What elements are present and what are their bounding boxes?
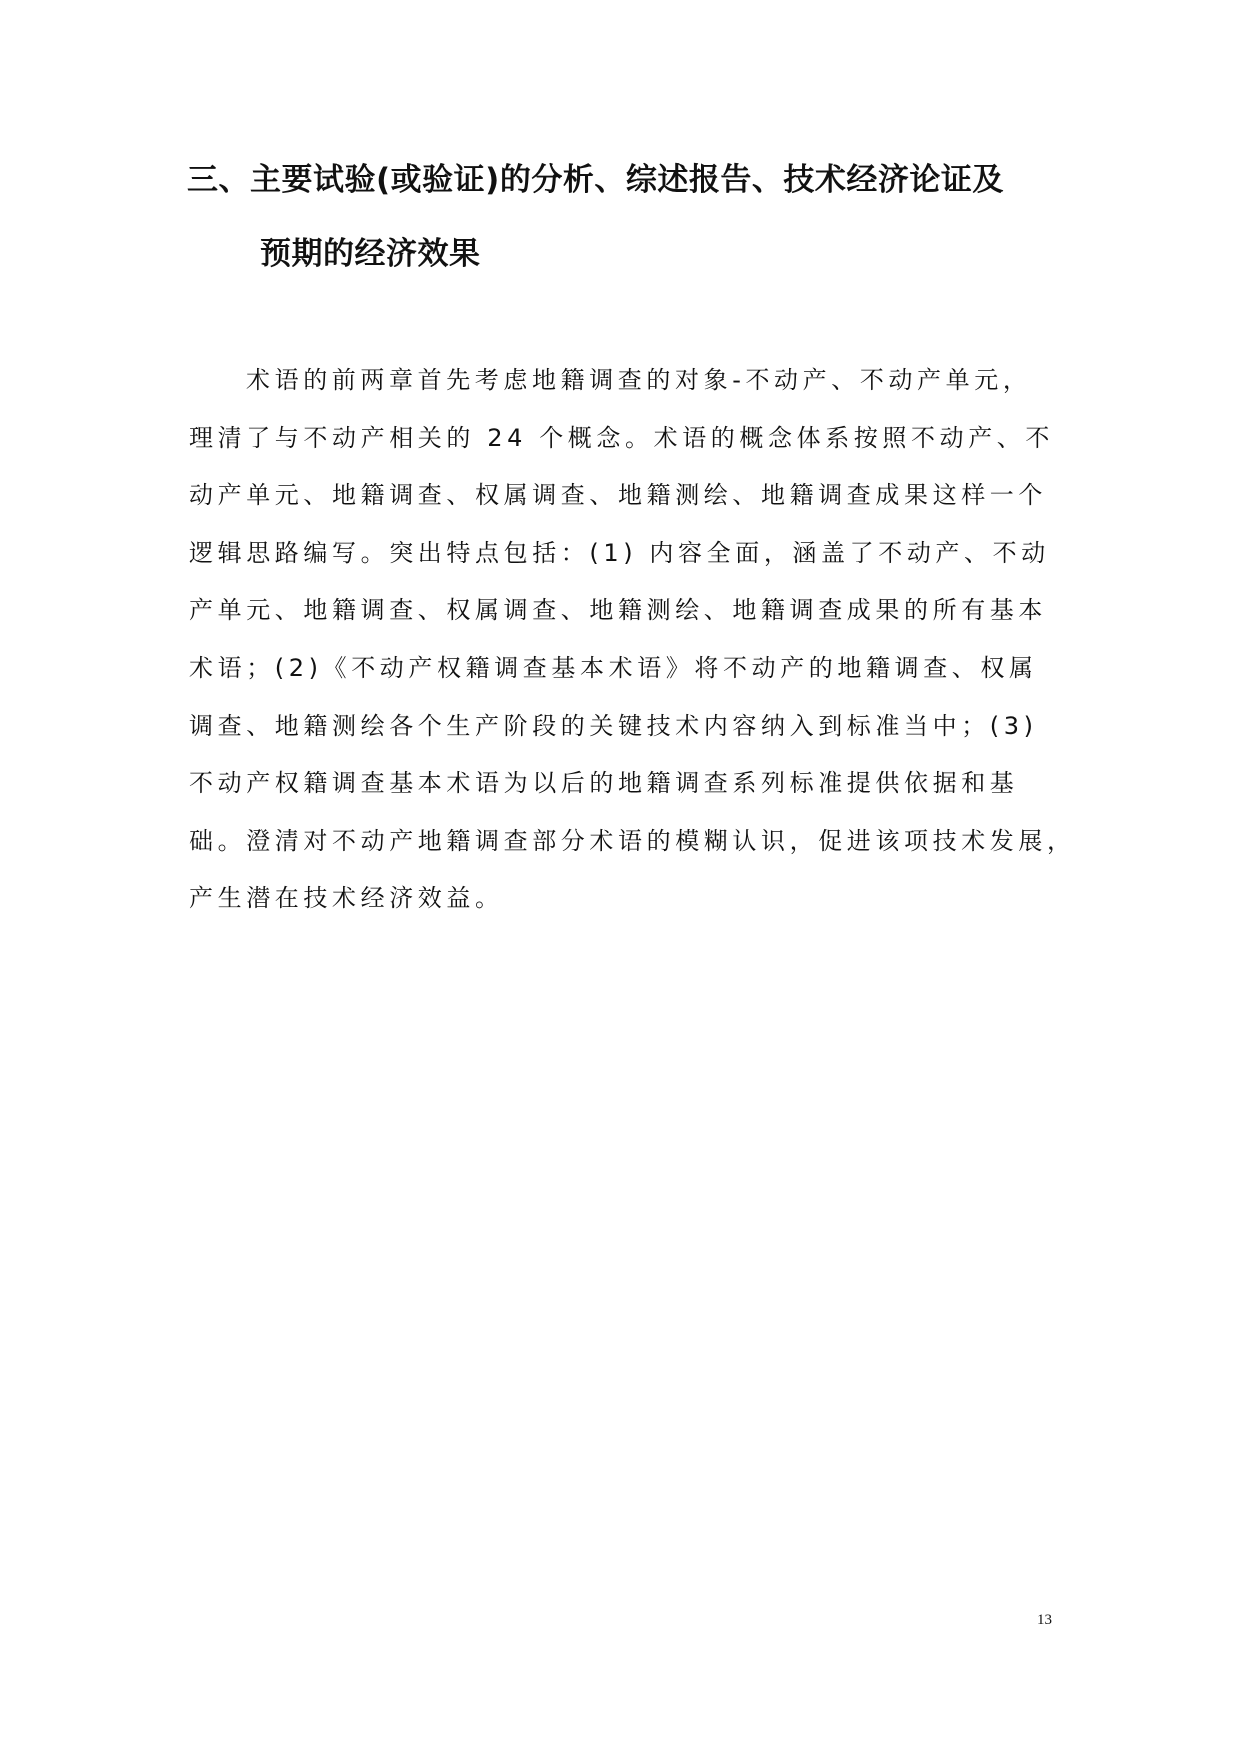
paragraph-line: 调查、地籍测绘各个生产阶段的关键技术内容纳入到标准当中；(3) [189,711,1038,740]
section-heading-line-1: 三、主要试验(或验证)的分析、综述报告、技术经济论证及 [187,162,1004,198]
paragraph-line: 动产单元、地籍调查、权属调查、地籍测绘、地籍调查成果这样一个 [189,481,1047,510]
paragraph-line: 理清了与不动产相关的 24 个概念。术语的概念体系按照不动产、不 [189,423,1054,452]
page-number: 13 [1037,1612,1052,1628]
paragraph-line: 产单元、地籍调查、权属调查、地籍测绘、地籍调查成果的所有基本 [189,596,1047,625]
section-heading [187,160,1067,274]
paragraph-line: 产生潜在技术经济效益。 [189,884,504,913]
paragraph-line: 不动产权籍调查基本术语为以后的地籍调查系列标准提供依据和基 [189,769,1019,798]
body-paragraph [189,360,1076,936]
paragraph-line: 术语；(2)《不动产权籍调查基本术语》将不动产的地籍调查、权属 [189,653,1038,682]
section-heading-line-2: 预期的经济效果 [260,236,481,272]
paragraph-line: 逻辑思路编写。突出特点包括：(1) 内容全面，涵盖了不动产、不动 [189,538,1050,567]
paragraph-line: 础。澄清对不动产地籍调查部分术语的模糊认识，促进该项技术发展， [189,826,1076,855]
paragraph-line: 术语的前两章首先考虑地籍调查的对象-不动产、不动产单元， [246,366,1032,394]
